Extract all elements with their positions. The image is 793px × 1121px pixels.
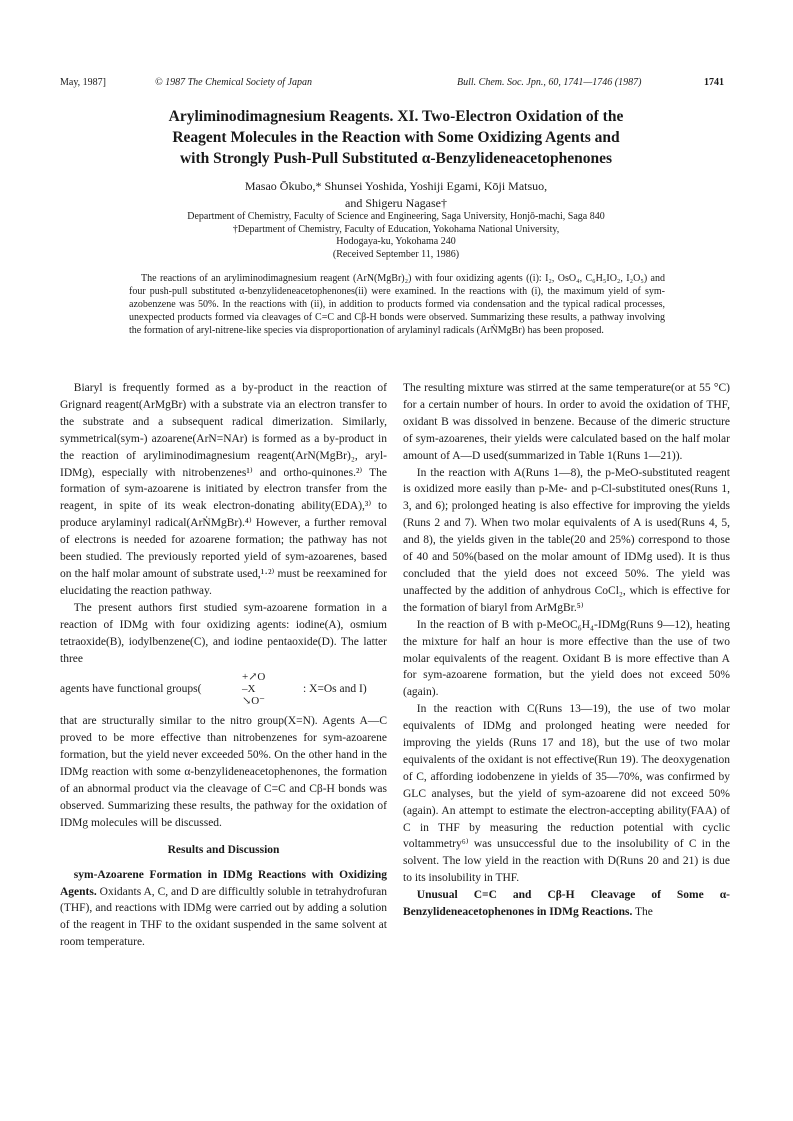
formula-lead-text: agents have functional groups( [60,683,202,696]
paragraph-text: Oxidants A, C, and D are difficultly soluble in tetrahydrofuran (THF), and reactions with IDMg were carried out by adding a solution of the reagent in THF to the oxidant suspended in the same solvent at room temperature. [60,885,387,949]
paragraph: Biaryl is frequently formed as a by-product in the reaction of Grignard reagent(ArMgBr) with a substrate via an electron transfer to the substrate and a subsequent radical dimerization. Similarly, symmetrical(sym-) azoarene(ArN=NAr) is formed as a by-product in the reaction of aryliminodimagnesium reagent(ArN(MgBr)₂, aryl-IDMg), especially with nitrobenzenes¹⁾ and ortho-quinones.²⁾ The formation of sym-azoarene is initiated by electron transfer from the reagent, in spite of its weak electron-donating ability(EDA),³⁾ to produce arylaminyl radical(ArṄMgBr).⁴⁾ However, a further removal of electrons is needed for azoarene formation; the pathway has not been studied. The previously reported yield of sym-azoarenes, based on the half molar amount of substrate used,¹·²⁾ must be reexamined for elucidating the reaction pathway. [60,382,387,597]
running-header-date: May, 1987] [60,77,107,88]
running-header-journal: Bull. Chem. Soc. Jpn., 60, 1741—1746 (1987) [457,77,642,88]
affiliation-line: †Department of Chemistry, Faculty of Education, Yokohama National University, [232,223,560,235]
section-heading: Results and Discussion [167,843,280,856]
title-line: Reagent Molecules in the Reaction with Some Oxidizing Agents and [172,129,620,146]
affiliation-line: Hodogaya-ku, Yokohama 240 [336,236,456,248]
paragraph-text: The [632,906,653,919]
formula-mid: –X [242,683,256,696]
author-line: and Shigeru Nagase† [345,196,447,210]
running-header-copyright: © 1987 The Chemical Society of Japan [155,77,313,88]
affiliation-block [60,211,732,262]
subsection-runin-heading: sym-Azoarene Formation in IDMg Reactions with Oxidizing Agents. [60,868,387,898]
title-line: with Strongly Push-Pull Substituted α-Benzylideneacetophenones [179,150,613,167]
paragraph: that are structurally similar to the nitro group(X=N). Agents A—C proved to be more effective than nitrobenzenes for sym-azoarene formation, but the yield never exceeded 50%. On the other hand in the IDMg reaction with some α-benzylideneacetophenones, the formation of an abnormal product via the cleavage of C=C and Cβ-H bonds was observed. Summarizing these results, the pathway for the oxidation of IDMg molecules will be discussed. [60,715,387,829]
paragraph: The present authors first studied sym-azoarene formation in a reaction of IDMg with four oxidizing agents: iodine(A), osmium tetraoxide(B), iodylbenzene(C), and iodine pentaoxide(D). The latter three [60,601,387,665]
paragraph: In the reaction with C(Runs 13—19), the use of two molar equivalents of IDMg and prolonged heating were needed for improving the yields (Runs 17 and 18), but the use of two molar equivalents of the oxidant is not effective(Run 19). The deoxygenation of C, affording iodobenzene in yields of 35—70%, was confirmed by GLC analyses, but the yield of sym-azoarene did not exceed 50%(again). An attempt to estimate the electron-accepting ability(FAA) of C in THF by measuring the reduction potential with cyclic voltammetry⁶⁾ was unsuccessful due to the insolubility of C in the solvent. The low yield in the reaction with D(Runs 20 and 21) is due to its insolubility in THF. [403,703,730,885]
formula-tail-text: : X=Os and I) [303,683,367,696]
page-number: 1741 [704,77,724,88]
functional-group-formula [60,671,387,711]
affiliation-line: Department of Chemistry, Faculty of Science and Engineering, Saga University, Honjō-machi, Saga 840 [187,211,605,222]
structural-formula [242,671,265,707]
title-line: Aryliminodimagnesium Reagents. XI. Two-Electron Oxidation of the [168,108,624,125]
paragraph: The resulting mixture was stirred at the same temperature(or at 55 °C) for a certain number of hours. In order to avoid the oxidation of THF, oxidant B was dissolved in benzene. Because of the dimeric structure of sym-azoarenes, their yields were calculated based on the half molar amount of A—D used(summarized in Table 1(Runs 1—21)). [403,382,730,462]
received-date: (Received September 11, 1986) [332,249,460,261]
paragraph: In the reaction with A(Runs 1—8), the p-MeO-substituted reagent is oxidized more easily than p-Me- and p-Cl-substituted ones(Runs 1, 3, and 6); prolonged heating is also effective for improving the yields (Runs 2 and 7). When two molar equivalents of A is used(Runs 4, 5, and 8), the yields given in the table(20 and 25%) correspond to those of 40 and 50%(based on the molar amount of IDMg used). It is thus concluded that the yield does not exceed 50%. The yield was unaffected by the addition of anhydrous CoCl₂, which is effective for the formation of biaryl from ArMgBr.⁵⁾ [403,466,730,614]
author-line: Masao Ōkubo,* Shunsei Yoshida, Yoshiji Egami, Kōji Matsuo, [244,179,548,193]
article-title [60,106,732,169]
formula-top: +↗O [242,671,266,684]
paragraph [403,887,730,921]
body-column-left [60,380,387,951]
formula-bot: ↘O⁻ [242,695,265,708]
paragraph [60,867,387,952]
author-list [60,178,732,212]
abstract: The reactions of an aryliminodimagnesium reagent (ArN(MgBr)₂) with four oxidizing agents ((i): I₂, OsO₄, C₆H₅IO₂, I₂O₅) and four push-pull substituted α-benzylideneacetophenones(ii) were examined. In the reactions with (i), the maximum yield of sym-azobenzene was 50%. In the reactions with (ii), in addition to products formed via condensation and the typical radical processes, unexpected products formed via cleavages of C=C and Cβ-H bonds were observed. Summarizing these results, a pathway involving the formation of aryl-nitrene-like species via disproportionation of arylaminyl radicals (ArṄMgBr) has been proposed. [129,273,665,336]
paragraph: In the reaction of B with p-MeOC₆H₄-IDMg(Runs 9—12), heating the mixture for half an hour is more effective than the use of two molar equivalents of the reagent. Oxidant B is more effective than A for sym-azoarene formation, but the yield does not exceed 50%(again). [403,618,730,699]
subsection-runin-heading: Unusual C=C and Cβ-H Cleavage of Some α-Benzylideneacetophenones in IDMg Reactions. [403,889,730,919]
body-column-right [403,380,730,921]
